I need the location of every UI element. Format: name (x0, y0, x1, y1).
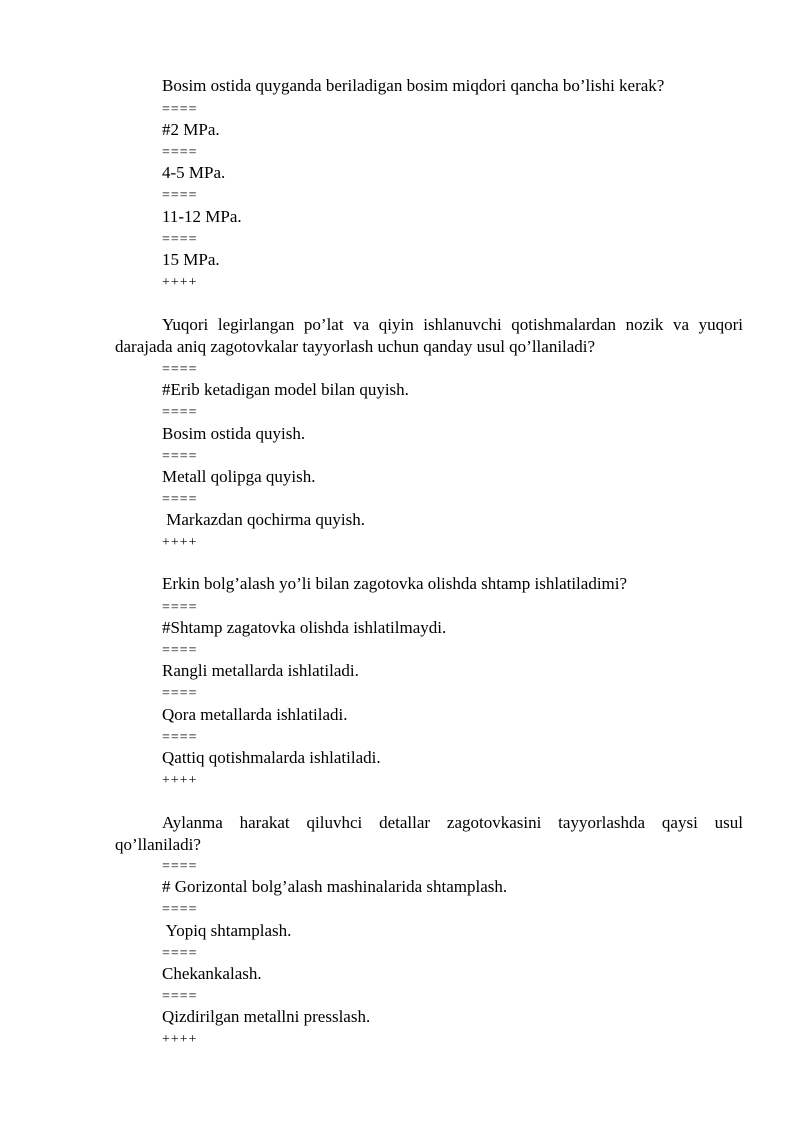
separator: ==== (162, 232, 198, 247)
separator: ==== (162, 686, 198, 701)
separator: ==== (162, 188, 198, 203)
question-text: Bosim ostida quyganda beriladigan bosim miqdori qancha bo’lishi kerak? (162, 76, 665, 95)
answer-option: #2 MPa. (162, 120, 220, 139)
answer-option: Bosim ostida quyish. (162, 424, 306, 443)
end-marker: ++++ (162, 275, 198, 290)
end-marker: ++++ (162, 773, 198, 788)
answer-option: Metall qolipga quyish. (162, 467, 316, 486)
separator: ==== (162, 859, 198, 874)
answer-option: #Erib ketadigan model bilan quyish. (162, 380, 409, 399)
answer-option: Qora metallarda ishlatiladi. (162, 705, 348, 724)
answer-option: Qattiq qotishmalarda ishlatiladi. (162, 748, 381, 767)
answer-option: # Gorizontal bolg’alash mashinalarida shtamplash. (162, 877, 508, 896)
answer-option: 4-5 MPa. (162, 163, 226, 182)
separator: ==== (162, 362, 198, 377)
answer-option: Chekankalash. (162, 964, 262, 983)
separator: ==== (162, 145, 198, 160)
separator: ==== (162, 405, 198, 420)
separator: ==== (162, 102, 198, 117)
question-text: Erkin bolg’alash yo’li bilan zagotovka olishda shtamp ishlatiladimi? (162, 574, 628, 593)
separator: ==== (162, 902, 198, 917)
separator: ==== (162, 449, 198, 464)
separator: ==== (162, 492, 198, 507)
answer-option: #Shtamp zagatovka olishda ishlatilmaydi. (162, 618, 447, 637)
end-marker: ++++ (162, 1032, 198, 1047)
answer-option: 15 MPa. (162, 250, 220, 269)
answer-option: 11-12 MPa. (162, 207, 242, 226)
separator: ==== (162, 946, 198, 961)
separator: ==== (162, 600, 198, 615)
question-text: Yuqori legirlangan po’lat va qiyin ishlanuvchi qotishmalardan nozik va yuqori darajada aniq zagotovkalar tayyorlash uchun qanday usul qo’llaniladi? (115, 315, 743, 356)
separator: ==== (162, 989, 198, 1004)
question-text: Aylanma harakat qiluvhci detallar zagotovkasini tayyorlashda qaysi usul qo’llaniladi? (115, 813, 743, 854)
answer-option: Qizdirilgan metallni presslash. (162, 1007, 371, 1026)
separator: ==== (162, 643, 198, 658)
answer-option: Rangli metallarda ishlatiladi. (162, 661, 359, 680)
answer-option: Markazdan qochirma quyish. (162, 510, 365, 529)
end-marker: ++++ (162, 535, 198, 550)
answer-option: Yopiq shtamplash. (162, 921, 292, 940)
separator: ==== (162, 730, 198, 745)
